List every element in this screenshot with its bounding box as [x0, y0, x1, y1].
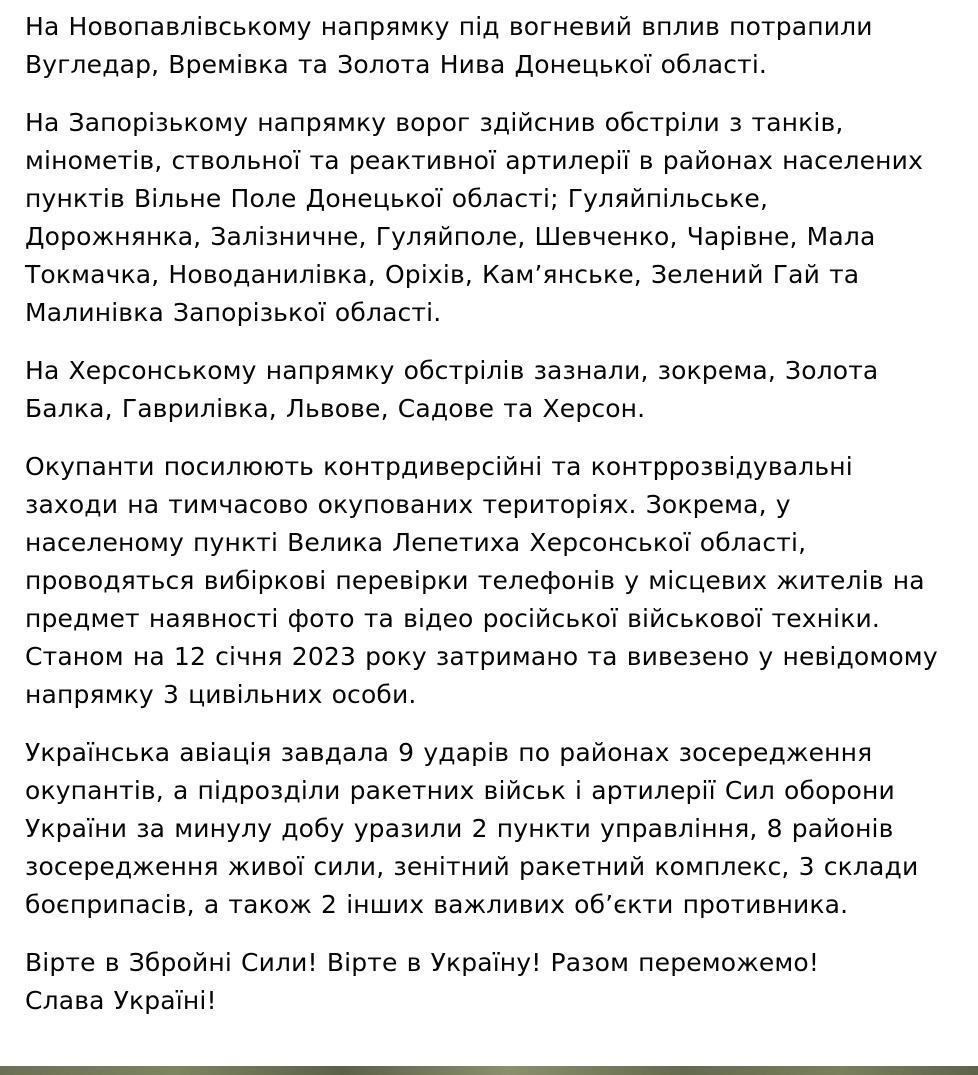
post-paragraph: Українська авіація завдала 9 ударів по районах зосередження окупантів, а підрозділи ракетних військ і артилерії Сил оборони України за минулу добу уразили 2 пункти управління, 8 районів зосередження живої сили, зенітний ракетний комплекс, 3 склади боєприпасів, а також 2 інших важливих об’єкти противника. [25, 738, 919, 919]
post-paragraph: На Новопавлівському напрямку під вогневий вплив потрапили Вугледар, Времівка та Золота Нива Донецької області. [25, 12, 873, 79]
attached-image-edge [0, 1066, 978, 1075]
post-paragraph: На Херсонському напрямку обстрілів зазнали, зокрема, Золота Балка, Гаврилівка, Львове, Садове та Херсон. [25, 356, 879, 423]
post-paragraph: На Запорізькому напрямку ворог здійснив обстріли з танків, мінометів, ствольної та реактивної артилерії в районах населених пунктів Вільне Поле Донецької області; Гуляйпільське, Дорожнянка, Залізничне, Гуляйполе, Шевченко, Чарівне, Мала Токмачка, Новоданилівка, Оріхів, Кам’янське, Зелений Гай та Малинівка Запорізької області. [25, 108, 924, 327]
post-paragraph: Вірте в Збройні Сили! Вірте в Україну! Разом переможемо! Слава Україні! [25, 948, 820, 1015]
post-paragraph: Окупанти посилюють контрдиверсійні та контррозвідувальні заходи на тимчасово окупованих територіях. Зокрема, у населеному пункті Велика Лепетиха Херсонської області, проводяться вибіркові перевірки телефонів у місцевих жителів на предмет наявності фото та відео російської військової техніки. Станом на 12 січня 2023 року затримано та вивезено у невідомому напрямку 3 цивільних особи. [25, 452, 938, 709]
